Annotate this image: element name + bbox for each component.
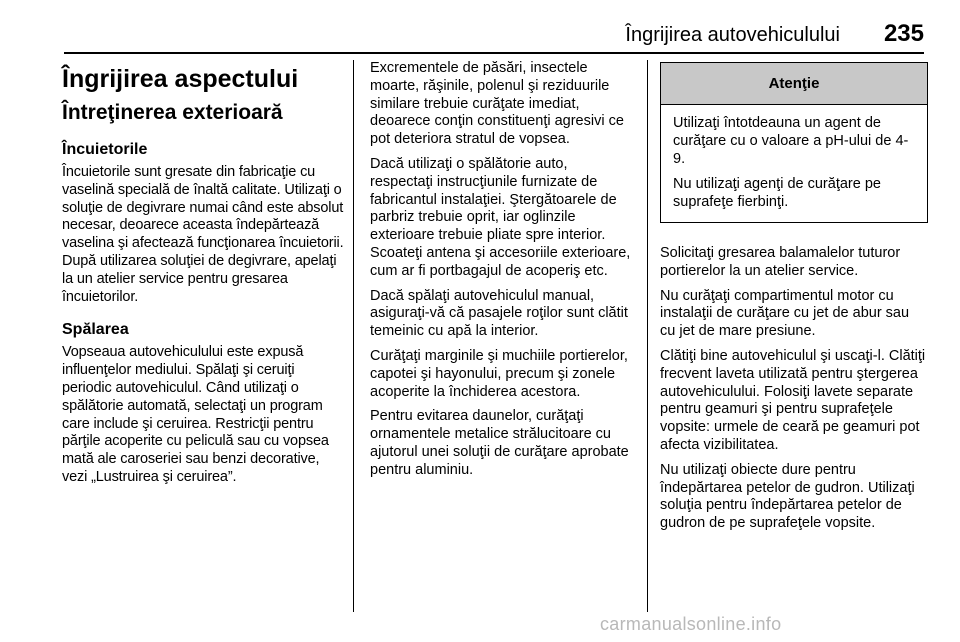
- caution-title: Atenţie: [661, 63, 927, 105]
- caution-paragraph: Nu utilizaţi agenţi de curăţare pe suprafeţe fierbinţi.: [673, 176, 881, 211]
- paragraph: Solicitaţi gresarea balamalelor tuturor portierelor la un atelier service.: [660, 244, 901, 279]
- paragraph: Pentru evitarea daunelor, curăţaţi ornamentele metalice strălucitoare cu ajutorul unei soluţii de curăţare aprobate pentru aluminiu.: [370, 408, 629, 478]
- watermark: carmanualsonline.info: [600, 614, 782, 634]
- chapter-title: Îngrijirea aspectului: [62, 65, 299, 93]
- column-right: [660, 60, 928, 540]
- paragraph: Dacă utilizaţi o spălătorie auto, respectaţi instrucţiunile furnizate de fabricantul instalaţiei. Ştergătoarele de parbriz trebuie oprit, iar oglinzile exterioare trebuie pliate spre interior. Scoateţi antena şi accesoriile exterioare, cum ar fi portbagajul de acoperiş etc.: [370, 155, 631, 279]
- right-text: [660, 245, 928, 533]
- page-header: [64, 18, 924, 54]
- caution-box: [660, 62, 928, 223]
- subsection-heading-washing: Spălarea: [62, 321, 129, 339]
- section-title: Îngrijirea autovehiculului: [625, 24, 840, 46]
- paragraph: Excrementele de păsări, insectele moarte, răşinile, polenul şi reziduurile similare trebuie curăţate imediat, deoarece conţin constituenţi agresivi ce pot deteriora stratul de vopsea.: [370, 60, 624, 148]
- paragraph: Curăţaţi marginile şi muchiile portierelor, capotei şi hayonului, precum şi zonele acoperite la închiderea acestora.: [370, 347, 628, 400]
- paragraph: Nu curăţaţi compartimentul motor cu instalaţii de curăţare cu jet de abur sau cu jet de mare presiune.: [660, 287, 910, 340]
- column-divider: [353, 60, 354, 612]
- paragraph: Nu utilizaţi obiecte dure pentru îndepărtarea petelor de gudron. Utilizaţi soluţia pentru îndepărtarea petelor de gudron de pe suprafeţele vopsite.: [660, 461, 915, 532]
- column-middle: [370, 60, 634, 487]
- paragraph-locks: Încuietorile sunt gresate din fabricaţie cu vaselină specială de înaltă calitate. Utilizaţi o soluţie de degivrare numai când este absolut necesar, deoarece aceasta îndepărtează vaselina şi afectează funcţionarea încuietorii. După utilizarea soluţiei de degivrare, apelaţi la un atelier service pentru gresarea încuietorilor.: [62, 164, 344, 305]
- column-divider: [647, 60, 648, 612]
- column-left: [62, 60, 344, 494]
- subsection-heading-locks: Încuietorile: [62, 141, 148, 158]
- page-number: 235: [883, 20, 924, 47]
- paragraph-washing: Vopseaua autovehiculului este expusă influenţelor mediului. Spălaţi şi ceruiţi periodic autovehiculul. Când utilizaţi o spălătorie automată, selectaţi un program care include şi ceruirea. Restricţii pentru părţile acoperite cu peliculă sau cu vopsea mată ale caroseriei sau benzi decorative, vezi „Lustruirea şi ceruirea”.: [62, 344, 329, 485]
- section-heading: Întreţinerea exterioară: [62, 101, 283, 124]
- caution-paragraph: Utilizaţi întotdeauna un agent de curăţare cu o valoare a pH-ului de 4-9.: [673, 115, 909, 167]
- paragraph: Clătiţi bine autovehiculul şi uscaţi-l. Clătiţi frecvent laveta utilizată pentru ştergerea autovehiculului. Folosiţi lavete separate pentru geamuri şi pentru suprafeţele vopsite: urmele de ceară pe geamuri pot afecta vizibilitatea.: [660, 347, 926, 453]
- caution-body: [661, 105, 927, 222]
- paragraph: Dacă spălaţi autovehiculul manual, asiguraţi-vă că pasajele roţilor sunt clătit temeinic cu apă la interior.: [370, 287, 628, 340]
